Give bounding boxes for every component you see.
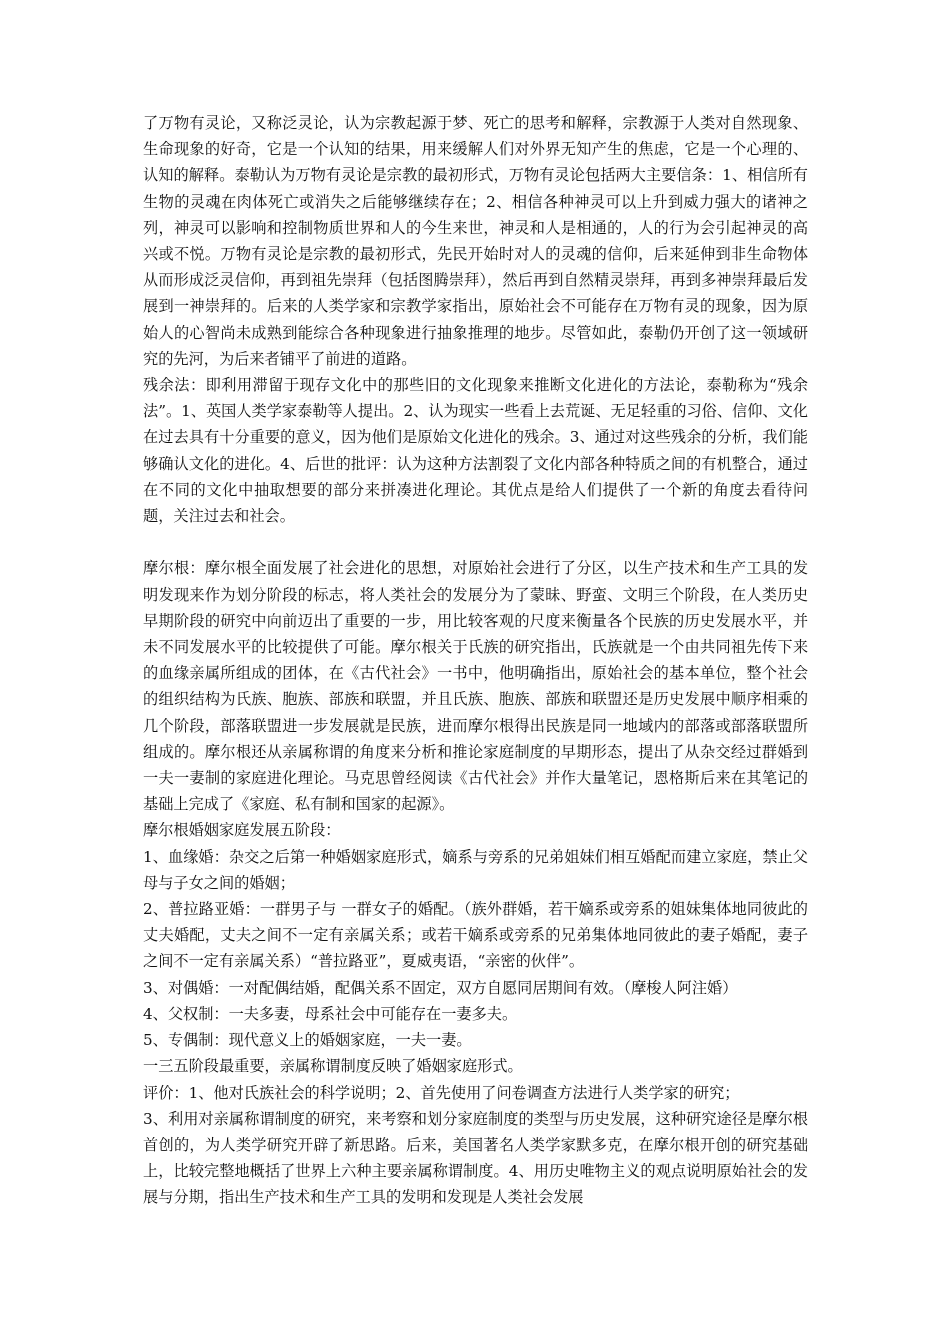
stage-item-2: 2、普拉路亚婚：一群男子与 一群女子的婚配。（族外群婚，若干嫡系或旁系的姐妹集体地同彼此的丈夫婚配，丈夫之间不一定有亲属关系；或若干嫡系或旁系的兄弟集体地同彼此的妻子婚配，妻子之间不一定有亲属关系）“普拉路亚”，夏威夷语，“亲密的伙伴”。 [143,900,808,971]
paragraph-animism: 了万物有灵论，又称泛灵论，认为宗教起源于梦、死亡的思考和解释，宗教源于人类对自然现象、生命现象的好奇，它是一个认知的结果，用来缓解人们对外界无知产生的焦虑，它是一个心理的、认知的解释。泰勒认为万物有灵论是宗教的最初形式，万物有灵论包括两大主要信条：1、相信所有生物的灵魂在肉体死亡或消失之后能够继续存在；2、相信各种神灵可以上升到威力强大的诸神之列，神灵可以影响和控制物质世界和人的今生来世，神灵和人是相通的，人的行为会引起神灵的高兴或不悦。万物有灵论是宗教的最初形式，先民开始时对人的灵魂的信仰，后来延伸到非生命物体从而形成泛灵信仰，再到祖先崇拜（包括图腾崇拜），然后再到自然精灵崇拜，再到多神崇拜最后发展到一神崇拜的。后来的人类学家和宗教学家指出，原始社会不可能存在万物有灵的现象，因为原始人的心智尚未成熟到能综合各种现象进行抽象推理的地步。尽管如此，泰勒仍开创了这一领域研究的先河，为后来者铺平了前进的道路。 [143,114,808,368]
stage-item-5: 5、专偶制：现代意义上的婚姻家庭，一夫一妻。 [143,1031,472,1050]
evaluation-line: 评价：1、他对氏族社会的科学说明；2、首先使用了问卷调查方法进行人类学家的研究； [143,1083,740,1102]
stage-item-3: 3、对偶婚：一对配偶结婚，配偶关系不固定，双方自愿同居期间有效。（摩梭人阿注婚） [143,978,738,997]
heading-five-stages: 摩尔根婚姻家庭发展五阶段： [143,821,341,840]
blank-line [143,529,808,555]
evaluation-continued: 3、利用对亲属称谓制度的研究，来考察和划分家庭制度的类型与历史发展，这种研究途径是摩尔根首创的，为人类学研究开辟了新思路。后来，美国著名人类学家默多克，在摩尔根开创的研究基础上，比较完整地概括了世界上六种主要亲属称谓制度。4、用历史唯物主义的观点说明原始社会的发展与分期，指出生产技术和生产工具的发明和发现是人类社会发展 [143,1109,808,1207]
paragraph-survival-method: 残余法：即利用滞留于现存文化中的那些旧的文化现象来推断文化进化的方法论，泰勒称为“残余法”。1、英国人类学家泰勒等人提出。2、认为现实一些看上去荒诞、无足轻重的习俗、信仰、文化在过去具有十分重要的意义，因为他们是原始文化进化的残余。3、通过对这些残余的分析，我们能够确认文化的进化。4、后世的批评：认为这种方法割裂了文化内部各种特质之间的有机整合，通过在不同的文化中抽取想要的部分来拼凑进化理论。其优点是给人们提供了一个新的角度去看待问题，关注过去和社会。 [143,376,808,526]
stage-item-4: 4、父权制：一夫多妻，母系社会中可能存在一妻多夫。 [143,1004,518,1023]
stages-summary: 一三五阶段最重要，亲属称谓制度反映了婚姻家庭形式。 [143,1057,523,1076]
document-page [143,110,808,1211]
stage-item-1: 1、血缘婚：杂交之后第一种婚姻家庭形式，嫡系与旁系的兄弟姐妹们相互婚配而建立家庭，禁止父母与子女之间的婚姻； [143,847,808,892]
paragraph-morgan: 摩尔根：摩尔根全面发展了社会进化的思想，对原始社会进行了分区，以生产技术和生产工具的发明发现来作为划分阶段的标志，将人类社会的发展分为了蒙昧、野蛮、文明三个阶段，在人类历史早期阶段的研究中向前迈出了重要的一步，用比较客观的尺度来衡量各个民族的历史发展水平，并未不同发展水平的比较提供了可能。摩尔根关于氏族的研究指出，氏族就是一个由共同祖先传下来的血缘亲属所组成的团体，在《古代社会》一书中，他明确指出，原始社会的基本单位，整个社会的组织结构为氏族、胞族、部族和联盟，并且氏族、胞族、部族和联盟还是历史发展中顺序相乘的几个阶段，部落联盟进一步发展就是民族，进而摩尔根得出民族是同一地域内的部落或部落联盟所组成的。摩尔根还从亲属称谓的角度来分析和推论家庭制度的早期形态，提出了从杂交经过群婚到一夫一妻制的家庭进化理论。马克思曾经阅读《古代社会》并作大量笔记，恩格斯后来在其笔记的基础上完成了《家庭、私有制和国家的起源》。 [143,559,808,814]
